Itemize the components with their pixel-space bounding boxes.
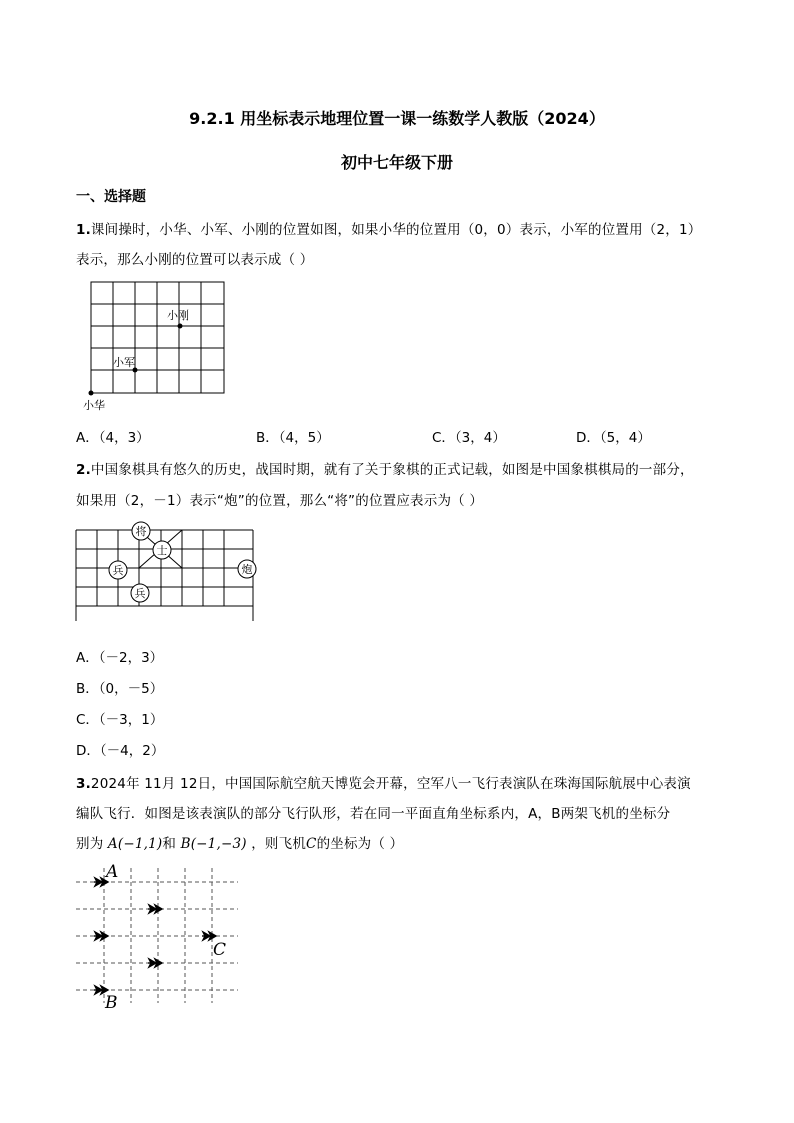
q1-option-d: D．（5，4） — [576, 430, 651, 446]
q3-text1: 2024年 11月 12日，中国国际航空航天博览会开幕，空军八一飞行表演队在珠海国际航展中心表演 — [90, 776, 691, 792]
q1-number: 1. — [76, 222, 91, 238]
xiaohua-point — [89, 391, 94, 396]
q2-option-d: D．（－4，2） — [76, 743, 165, 759]
label-xiaogang: 小刚 — [167, 309, 189, 322]
label-b: B — [105, 993, 118, 1013]
plane-c-ref: C — [306, 836, 317, 852]
label-xiaohua: 小华 — [83, 399, 105, 412]
q1-option-c: C．（3，4） — [432, 430, 506, 446]
coord-a: A(−1,1) — [107, 836, 163, 852]
plane-icon — [148, 905, 162, 913]
q3-formation-figure — [70, 858, 250, 1018]
piece-shi-label: 士 — [156, 544, 168, 557]
piece-bing-left-label: 兵 — [112, 564, 124, 577]
q2-number: 2. — [76, 462, 91, 478]
q3-line1 — [76, 772, 691, 792]
plane-c-icon — [202, 932, 216, 940]
q2-text1: 中国象棋具有悠久的历史，战国时期，就有了关于象棋的正式记载，如图是中国象棋棋局的一部分， — [90, 462, 694, 478]
xiaogang-point — [178, 324, 183, 329]
q2-option-c: C．（－3，1） — [76, 712, 164, 728]
q2-option-b: B．（0，－5） — [76, 681, 164, 697]
q1-option-a: A．（4，3） — [76, 430, 150, 446]
q1-line2: 表示，那么小刚的位置可以表示成（ ） — [76, 252, 314, 268]
q1-grid-figure — [80, 276, 240, 416]
q2-option-a: A．（－2，3） — [76, 650, 164, 666]
page-title: 9.2.1 用坐标表示地理位置一课一练数学人教版（2024） — [189, 109, 605, 128]
label-c: C — [213, 940, 227, 960]
coord-b: B(−1,−3) — [180, 836, 247, 852]
q3-line3: 别为 A(−1,1)和 B(−1,−3) ，则飞机C的坐标为（ ） — [76, 836, 404, 852]
q3-number: 3. — [76, 776, 91, 792]
piece-pao-label: 炮 — [241, 563, 253, 576]
q2-line1 — [76, 458, 694, 478]
piece-bing-bottom-label: 兵 — [134, 587, 146, 600]
q2-line2: 如果用（2，－1）表示“炮”的位置，那么“将”的位置应表示为（ ） — [76, 493, 484, 509]
plane-icon — [148, 959, 162, 967]
label-xiaojun: 小军 — [113, 356, 135, 369]
q1-text1: 课间操时，小华、小军、小刚的位置如图，如果小华的位置用（0，0）表示，小军的位置用（2，1） — [90, 222, 702, 238]
piece-jiang-label: 将 — [135, 525, 147, 538]
q3-line2: 编队飞行．如图是该表演队的部分飞行队形，若在同一平面直角坐标系内，A，B两架飞机的坐标分 — [76, 806, 671, 822]
label-a: A — [106, 862, 119, 882]
plane-icon — [94, 932, 108, 940]
section-heading: 一、选择题 — [76, 189, 146, 205]
q1-option-b: B．（4，5） — [256, 430, 330, 446]
page-subtitle: 初中七年级下册 — [340, 153, 453, 172]
q2-chess-figure — [70, 518, 260, 628]
q1-grid — [91, 282, 224, 393]
q1-line1 — [76, 218, 701, 238]
